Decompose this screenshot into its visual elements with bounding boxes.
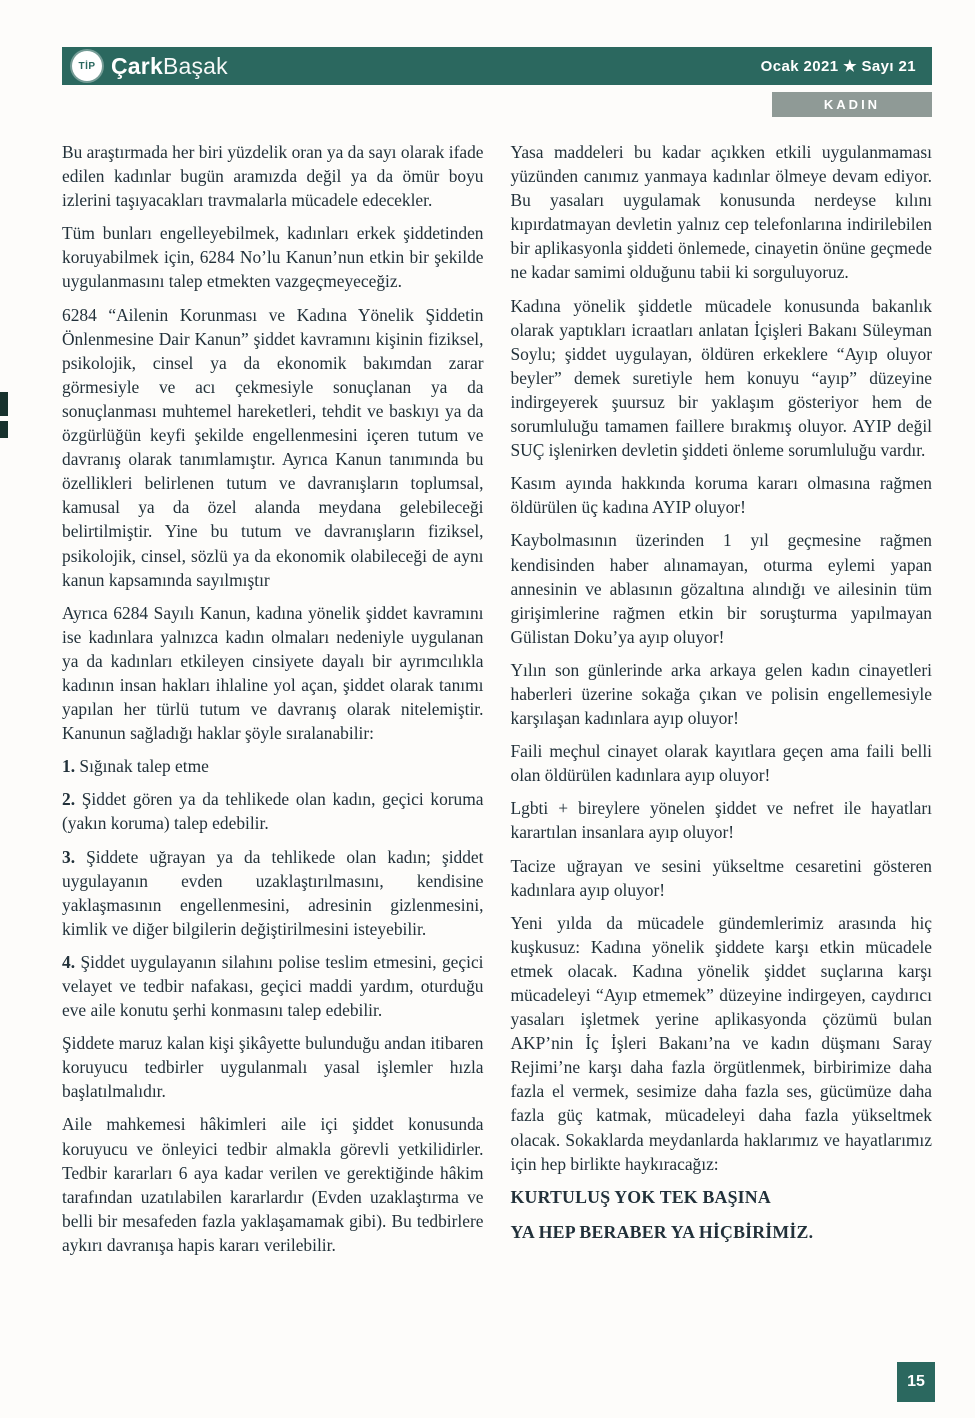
paragraph: Yeni yılda da mücadele gündemlerimiz arasında hiç kuşkusuz: Kadına yönelik şiddete karşı etkin mücadele etmek olacak. Kadına yönelik şiddet suçlarına karşı mücadeleyi “Ayıp etmemek” düzeyine indirgeyen, caydırıcı yasaları işletmek yerine aplikasyonda çözümü bulan AKP’nin İç İşleri Bakanı’na ve kadın düşmanı Saray Rejimi’ne karşı daha fazla örgütlenmek, birbirimize daha fazla el vermek, sesimize daha fazla ses, gücümüze daha fazla güç katmak, mücadeleyi daha fazla yükseltmek olacak. Sokaklarda meydanlarda haklarımız ve hayatlarımız için hep birlikte haykıracağız:: [510, 912, 932, 1174]
list-item: [62, 787, 484, 835]
paragraph: Kaybolmasının üzerinden 1 yıl geçmesine rağmen kendisinden haber alınamayan, oturma eylemi yapan annesinin ve ablasının gözaltına alındığı ve ailesinin tüm girişimlerine rağmen etkin bir soruşturma yapılmayan Gülistan Doku’ya ayıp oluyor!: [510, 530, 932, 647]
masthead-word-cark: Çark: [111, 52, 163, 79]
paragraph: 6284 “Ailenin Korunması ve Kadına Yönelik Şiddetin Önlenmesine Dair Kanun” şiddet kavramını kişinin fiziksel, psikolojik, cinsel ya da ekonomik bakımdan zarar görmesiyle ve acı çekmesiyle sonuçlanan ya da sonuçlanması muhtemel hareketleri, tehdit ve baskıyı ya da özgürlüğün keyfi şekilde engellenmesini içeren tutum ve davranış olarak tanımlamıştır. Ayrıca Kanun tanımında bu özellikleri belirlenen tutum ve davranışların toplumsal, kamusal ya da özel alanda meydana gelebileceği belirtilmiştir. Yine bu tutum ve davranışların fiziksel, psikolojik, cinsel, sözlü ya da ekonomik olabileceği de aynı kanun kapsamında sayılmıştır: [62, 304, 484, 590]
section-badge-kadin: KADIN: [772, 92, 932, 117]
edge-mark-icon: [0, 421, 8, 438]
list-item-number: 1.: [62, 756, 76, 777]
left-column: [62, 140, 484, 1266]
brand: [72, 51, 228, 81]
paragraph: Kasım ayında hakkında koruma kararı olmasına rağmen öldürülen üç kadına AYIP oluyor!: [510, 473, 932, 518]
tip-logo-text: TİP: [78, 60, 96, 72]
edge-mark-icon: [0, 392, 8, 416]
list-item-text: Şiddet uygulayanın silahını polise teslim etmesini, geçici velayet ve tedbir nafakası, geçici maddi yardım, oturduğu eve aile konutu şerhi konmasını talep edebilir.: [62, 951, 484, 1021]
list-item: [62, 845, 484, 941]
paragraph: Yasa maddeleri bu kadar açıkken etkili uygulanmaması yüzünden canımız yanmaya kadınlar ölmeye devam ediyor. Bu yasaları uygulamak konusunda nerdeyse kılını kıpırdatmayan devletin yalnız cep telefonlarına indirilebilen bir aplikasyonla şiddeti önlemede, cinayetin önüne geçmede ne kadar samimi olduğunu tabii ki sorguluyoruz.: [510, 142, 932, 283]
paragraph: Ayrıca 6284 Sayılı Kanun, kadına yönelik şiddet kavramını ise kadınlara yalnızca kadın olmaları nedeniyle uygulanan ya da kadınları etkileyen cinsiyete dayalı bir ayrımcılıkla kadının insan hakları ihlaline yol açan, şiddet olarak tanımı yapılan her türlü tutum ve davranış olarak nitelemiştir. Kanunun sağladığı haklar şöyle sıralanabilir:: [62, 602, 484, 744]
slogan-line: YA HEP BERABER YA HİÇBİRİMİZ.: [510, 1222, 814, 1243]
issue-info: Ocak 2021 ★ Sayı 21: [760, 58, 916, 75]
paragraph: Faili meçhul cinayet olarak kayıtlara geçen ama faili belli olan öldürülen kadınlara ayıp oluyor!: [510, 741, 932, 786]
header-bar: [62, 47, 932, 85]
list-item: [62, 950, 484, 1022]
list-item-text: Şiddet gören ya da tehlikede olan kadın, geçici koruma (yakın koruma) talep edebilir.: [62, 789, 484, 834]
paragraph: Tacize uğrayan ve sesini yükseltme cesaretini gösteren kadınlara ayıp oluyor!: [510, 855, 932, 900]
article-body: [62, 140, 932, 1266]
paragraph: Kadına yönelik şiddetle mücadele konusunda bakanlık olarak yaptıkları icraatları anlatan İçişleri Bakanı Süleyman Soylu; şiddet uygulayan, öldüren erkeklere “Ayıp oluyor beyler” demek suretiyle hem konuyu “ayıp” düzeyine indirgeyerek şuursuz bir yaklaşım gösteriyor hem de sorumluluğu tamamen faillere bırakmış oluyor. AYIP değil SUÇ işlenirken devletin şiddeti önleme sorumluluğu vardır.: [510, 295, 932, 461]
paragraph: Tüm bunları engelleyebilmek, kadınları erkek şiddetinden koruyabilmek için, 6284 No’lu Kanun’nun etkin bir şekilde uygulanmasını talep etmekten vazgeçmeyeceğiz.: [62, 223, 484, 292]
list-item-text: Sığınak talep etme: [79, 756, 209, 777]
paragraph: Lgbti + bireylere yönelen şiddet ve nefret ile hayatları karartılan insanlara ayıp oluyor!: [510, 798, 932, 843]
list-item-number: 4.: [62, 951, 76, 972]
right-column: [511, 140, 933, 1266]
paragraph: Yılın son günlerinde arka arkaya gelen kadın cinayetleri haberleri üzerine sokağa çıkan ve polisin engellemesiyle karşılaşan kadınlara ayıp oluyor!: [510, 659, 932, 729]
paragraph: Bu araştırmada her biri yüzdelik oran ya da sayı olarak ifade edilen kadınlar bugün aramızda değil ya da ömür boyu izlerini taşıyacakları travmalarla mücadele edecekler.: [62, 142, 484, 211]
page-number: 15: [897, 1362, 935, 1402]
tip-logo-icon: [72, 51, 102, 81]
paragraph: Şiddete maruz kalan kişi şikâyette bulunduğu andan itibaren koruyucu tedbirler uygulanmalı yasal işlemler hızla başlatılmalıdır.: [62, 1033, 484, 1102]
list-item-number: 2.: [62, 789, 76, 810]
list-item-number: 3.: [62, 846, 76, 867]
paragraph: Aile mahkemesi hâkimleri aile içi şiddet konusunda koruyucu ve önleyici tedbir almakla görevli yetkilidirler. Tedbir kararları 6 aya kadar verilen ve gerektiğinde hâkim tarafından uzatılabilen kararlardır (Evden uzaklaştırma ve belli bir mesafeden fazla yaklaşamamak gibi). Bu tedbirlere aykırı davranışa hapis kararı verilebilir.: [62, 1114, 484, 1255]
slogan-line: KURTULUŞ YOK TEK BAŞINA: [510, 1186, 771, 1207]
list-item: [62, 754, 484, 778]
list-item-text: Şiddete uğrayan ya da tehlikede olan kadın; şiddet uygulayanın evden uzaklaştırılmasını, kendisine yaklaşmasının engellenmesini, adresinin gizlenmesini, kimlik ve diğer bilgilerin değiştirilmesini isteyebilir.: [62, 846, 484, 939]
masthead-word-basak: Başak: [162, 52, 228, 79]
page-edge-marks: [0, 392, 8, 438]
masthead-title: [111, 52, 228, 79]
badge-row: [62, 92, 932, 117]
